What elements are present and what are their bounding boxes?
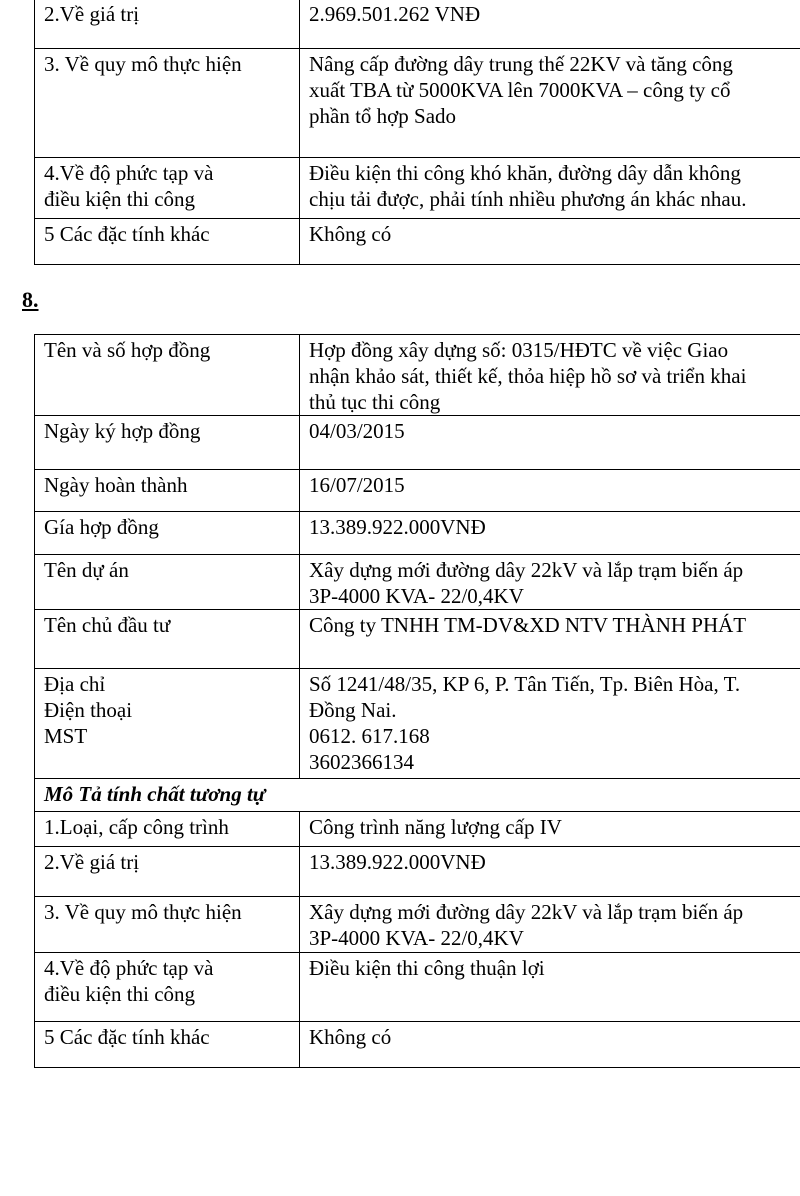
value-line: Hợp đồng xây dựng số: 0315/HĐTC về việc Giao [309,338,729,362]
row-label-completion-date [35,470,300,512]
value-line: 0612. 617.168 [309,724,430,748]
label-line: Ngày ký hợp đồng [44,419,201,443]
value-line: Không có [309,222,392,246]
value-line: thủ tục thi công [309,390,441,414]
label-line: Gía hợp đồng [44,515,159,539]
value-line: phần tổ hợp Sado [309,104,457,128]
row-value-scale [300,49,800,158]
row-value-other [300,219,800,265]
value-line: Không có [309,1025,392,1049]
row-label-address [35,669,300,779]
table-row [35,0,800,49]
label-line: Địa chỉ [44,672,106,696]
value-line: Công trình năng lượng cấp IV [309,815,562,839]
table-row [35,512,800,555]
value-line: 04/03/2015 [309,419,405,443]
value-line: 3P-4000 KVA- 22/0,4KV [309,926,524,950]
row-label-value [35,847,300,897]
row-value-other [300,1022,800,1068]
row-value-value [300,0,800,49]
value-line: Xây dựng mới đường dây 22kV và lắp trạm biến áp [309,900,744,924]
section-number: 8. [22,287,39,312]
value-line: 3602366134 [309,750,414,774]
table-row [35,555,800,610]
row-label-complexity [35,158,300,219]
row-label-other [35,219,300,265]
value-line: Nâng cấp đường dây trung thế 22KV và tăng công [309,52,733,76]
table-row [35,669,800,779]
row-value-complexity [300,953,800,1022]
table-row [35,779,800,812]
label-line: 1.Loại, cấp công trình [44,815,229,839]
label-line: 3. Về quy mô thực hiện [44,900,242,924]
row-label-scale [35,897,300,953]
label-line: Điện thoại [44,698,133,722]
value-line: 3P-4000 KVA- 22/0,4KV [309,584,524,608]
table-row [35,1022,800,1068]
row-value-completion-date [300,470,800,512]
value-line: chịu tải được, phải tính nhiều phương án khác nhau. [309,187,747,211]
value-line: Điều kiện thi công khó khăn, đường dây dẫn không [309,161,741,185]
value-line: 13.389.922.000VNĐ [309,515,486,539]
label-line: 2.Về giá trị [44,2,140,26]
table-row [35,610,800,669]
table-row [35,470,800,512]
table-row [35,416,800,470]
label-line: MST [44,724,88,748]
row-label-project-name [35,555,300,610]
row-value-value [300,847,800,897]
table-row [35,953,800,1022]
row-label-sign-date [35,416,300,470]
table-row [35,49,800,158]
table-row [35,847,800,897]
table-similar-contract-top [34,0,800,265]
row-label-complexity [35,953,300,1022]
row-value-contract-name [300,335,800,416]
table-row [35,812,800,847]
row-value-type [300,812,800,847]
value-line: 13.389.922.000VNĐ [309,850,486,874]
row-label-contract-name [35,335,300,416]
value-line: xuất TBA từ 5000KVA lên 7000KVA – công ty cổ [309,78,731,102]
row-label-investor [35,610,300,669]
value-line: Số 1241/48/35, KP 6, P. Tân Tiến, Tp. Biên Hòa, T. [309,672,741,696]
row-value-complexity [300,158,800,219]
table-row [35,158,800,219]
label-line: điều kiện thi công [44,187,196,211]
label-line: 5 Các đặc tính khác [44,1025,210,1049]
table-row [35,219,800,265]
value-line: 16/07/2015 [309,473,405,497]
row-value-investor [300,610,800,669]
value-line: 2.969.501.262 VNĐ [309,2,481,26]
row-value-sign-date [300,416,800,470]
value-line: Xây dựng mới đường dây 22kV và lắp trạm biến áp [309,558,744,582]
label-line: 2.Về giá trị [44,850,140,874]
section-heading-similar-features: Mô Tả tính chất tương tự [35,779,800,812]
value-line: nhận khảo sát, thiết kế, thỏa hiệp hồ sơ và triển khai [309,364,747,388]
row-value-scale [300,897,800,953]
label-line: Tên và số hợp đồng [44,338,211,362]
row-label-value [35,0,300,49]
row-value-contract-price [300,512,800,555]
value-line: Công ty TNHH TM-DV&XD NTV THÀNH PHÁT [309,613,747,637]
row-value-project-name [300,555,800,610]
row-label-contract-price [35,512,300,555]
row-value-address [300,669,800,779]
label-line: 4.Về độ phức tạp và [44,161,214,185]
table-contract-8 [34,334,800,1068]
label-line: điều kiện thi công [44,982,196,1006]
label-line: 5 Các đặc tính khác [44,222,210,246]
label-line: 3. Về quy mô thực hiện [44,52,242,76]
row-label-other [35,1022,300,1068]
value-line: Đồng Nai. [309,698,397,722]
table-row [35,335,800,416]
label-line: 4.Về độ phức tạp và [44,956,214,980]
row-label-scale [35,49,300,158]
label-line: Tên dự án [44,558,129,582]
label-line: Tên chủ đầu tư [44,613,171,637]
row-label-type [35,812,300,847]
value-line: Điều kiện thi công thuận lợi [309,956,545,980]
label-line: Ngày hoàn thành [44,473,188,497]
table-row [35,897,800,953]
